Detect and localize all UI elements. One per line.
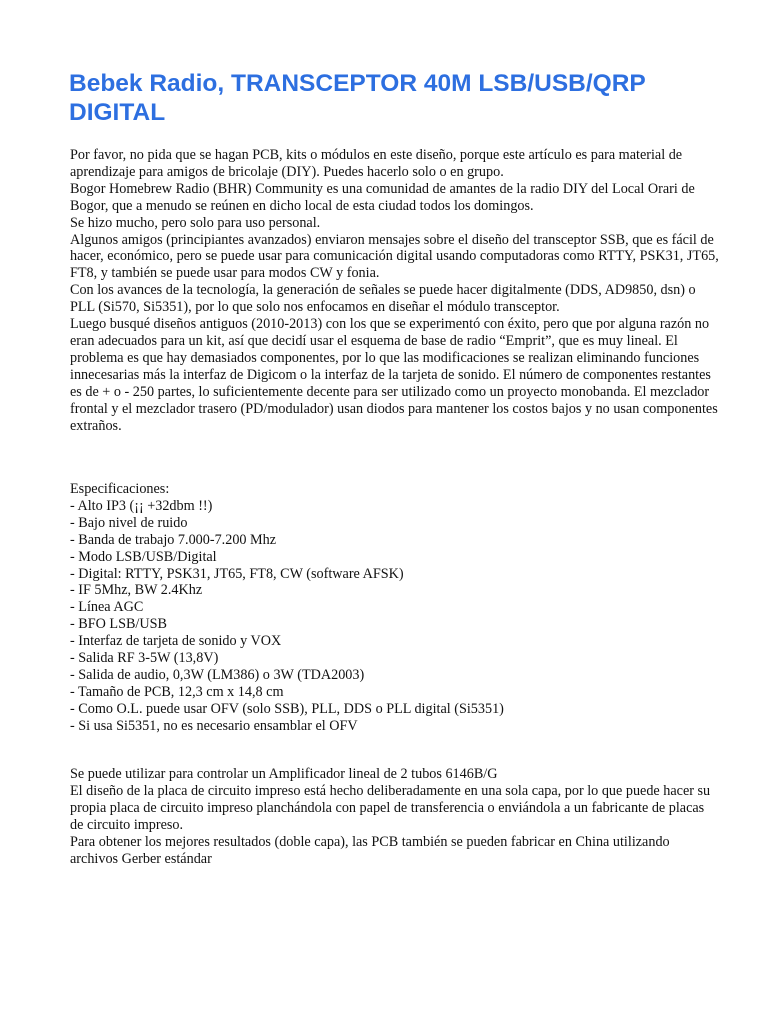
spec-item: - Salida RF 3-5W (13,8V) — [70, 650, 219, 667]
outro-paragraph: El diseño de la placa de circuito impreso está hecho deliberadamente en una sola capa, por lo que puede hacer su propia placa de circuito impreso planchándola con papel de transferencia o enviándola a un fabricante de placas de circuito impreso. — [70, 782, 711, 833]
outro-paragraph: Para obtener los mejores resultados (doble capa), las PCB también se pueden fabricar en China utilizando archivos Gerber estándar — [70, 833, 670, 867]
intro-section — [70, 147, 720, 434]
spec-item: - Tamaño de PCB, 12,3 cm x 14,8 cm — [70, 683, 284, 700]
spec-item: - Digital: RTTY, PSK31, JT65, FT8, CW (software AFSK) — [70, 565, 404, 582]
spec-item: - Como O.L. puede usar OFV (solo SSB), PLL, DDS o PLL digital (Si5351) — [70, 700, 504, 717]
spec-item: - Alto IP3 (¡¡ +32dbm !!) — [70, 497, 213, 514]
document-title: Bebek Radio, TRANSCEPTOR 40M LSB/USB/QRP DIGITAL — [69, 70, 646, 126]
outro-section — [70, 766, 720, 867]
spec-item: - Modo LSB/USB/Digital — [70, 548, 217, 565]
spec-item: - IF 5Mhz, BW 2.4Khz — [70, 582, 203, 599]
outro-paragraph: Se puede utilizar para controlar un Amplificador lineal de 2 tubos 6146B/G — [70, 766, 498, 782]
spec-item: - Interfaz de tarjeta de sonido y VOX — [70, 633, 282, 650]
specs-heading: Especificaciones: — [70, 481, 170, 497]
intro-paragraph: Bogor Homebrew Radio (BHR) Community es una comunidad de amantes de la radio DIY del Local Orari de Bogor, que a menudo se reúnen en dicho local de esta ciudad todos los domingos. — [70, 180, 695, 214]
spec-item: - Bajo nivel de ruido — [70, 514, 188, 531]
spec-item: - BFO LSB/USB — [70, 616, 167, 633]
intro-paragraph: Con los avances de la tecnología, la generación de señales se puede hacer digitalmente (DDS, AD9850, dsn) o PLL (Si570, Si5351), por lo que solo nos enfocamos en diseñar el módulo transceptor. — [70, 282, 696, 316]
specs-section — [70, 481, 720, 735]
spec-item: - Banda de trabajo 7.000-7.200 Mhz — [70, 531, 277, 548]
spec-item: - Si usa Si5351, no es necesario ensamblar el OFV — [70, 717, 358, 734]
spec-item: - Salida de audio, 0,3W (LM386) o 3W (TDA2003) — [70, 666, 365, 683]
spec-item: - Línea AGC — [70, 599, 144, 616]
intro-paragraph: Por favor, no pida que se hagan PCB, kits o módulos en este diseño, porque este artículo es para material de aprendizaje para amigos de bricolaje (DIY). Puedes hacerlo solo o en grupo. — [70, 147, 683, 180]
intro-paragraph: Algunos amigos (principiantes avanzados) enviaron mensajes sobre el diseño del transceptor SSB, que es fácil de hacer, económico, pero se puede usar para comunicación digital usando computadoras como RTTY, PSK31, JT65, FT8, y también se puede usar para modos CW y fonia. — [70, 231, 719, 282]
intro-paragraph: Luego busqué diseños antiguos (2010-2013) con los que se experimentó con éxito, pero que por alguna razón no eran adecuados para un kit, así que decidí usar el esquema de base de radio “Emprit”, que es muy lineal. El problema es que hay demasiados componentes, por lo que las modificaciones se realizan eliminando funciones innecesarias más la interfaz de Digicom o la interfaz de la tarjeta de sonido. El número de componentes restantes es de + o - 250 partes, lo suficientemente decente para ser utilizado como un proyecto monobanda. El mezclador frontal y el mezclador trasero (PD/modulador) usan diodos para mantener los costos bajos y no usan componentes extraños. — [70, 316, 718, 434]
intro-paragraph: Se hizo mucho, pero solo para uso personal. — [70, 214, 321, 231]
